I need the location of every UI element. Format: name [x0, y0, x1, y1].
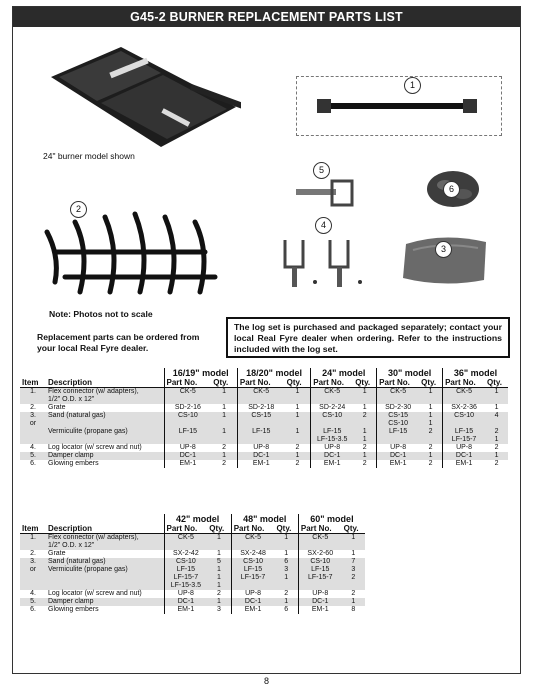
model-header: 42" model — [164, 514, 231, 524]
item-number: 2. — [30, 550, 36, 557]
col-item-header: Item — [20, 524, 46, 534]
table-row — [20, 388, 508, 405]
callout-3: 3 — [435, 241, 452, 258]
quantity: 1 — [419, 452, 442, 460]
header-spacer — [20, 514, 164, 524]
quantity: 3 — [217, 606, 221, 613]
col-qty-header: Qty. — [353, 378, 376, 388]
col-qty-header: Qty. — [285, 378, 311, 388]
col-qty-header: Qty. — [485, 378, 508, 388]
part-number: DC-1 — [231, 598, 274, 606]
quantity: 1 — [274, 598, 298, 606]
part-number: CS-10 LF-15 LF-15-3.5 — [311, 412, 353, 444]
quantity: 6 3 1 — [274, 558, 298, 590]
quantity: 2 — [217, 590, 221, 597]
item-description: Damper clamp — [46, 598, 164, 606]
quantity: 1 — [419, 388, 442, 405]
part-number: CK-5 — [164, 388, 211, 405]
col-qty-header: Qty. — [211, 378, 237, 388]
part-number: SX-2-36 — [443, 404, 485, 412]
part-number: CS-10 LF-15 LF-15-7 LF-15-3.5 — [164, 558, 207, 590]
quantity: 2 — [494, 444, 499, 451]
table-row — [20, 590, 365, 598]
item-description: Grate — [48, 550, 66, 557]
table-row — [20, 452, 508, 460]
quantity: 1 — [485, 452, 508, 460]
part-number: SD-2-18 — [237, 404, 284, 412]
quantity: 1 — [353, 452, 376, 460]
item-description: Flex connector (w/ adapters), 1/2" O.D. x 12" — [46, 534, 164, 551]
item-description: Sand (natural gas) Vermiculite (propane gas) — [46, 412, 164, 444]
part-number: CK-5 — [231, 534, 274, 551]
part-number: DC-1 — [164, 452, 211, 460]
item-description: Glowing embers — [48, 460, 99, 467]
part-number: EM-1 — [443, 460, 485, 468]
col-description-header: Description — [46, 524, 164, 534]
model-header: 60" model — [298, 514, 365, 524]
quantity: 1 — [342, 598, 365, 606]
col-item-header: Item — [20, 378, 46, 388]
part-number: UP-8 — [443, 444, 485, 452]
item-number: 6. — [30, 606, 36, 613]
burner-pan-illustration — [41, 37, 241, 157]
quantity: 2 — [494, 460, 499, 467]
item-number: 3. or — [20, 558, 46, 590]
part-number: CS-10 LF-15 LF-15-7 — [298, 558, 341, 590]
col-part-header: Part No. — [237, 378, 284, 388]
quantity: 1 — [342, 534, 365, 551]
part-number: SX-2-42 — [164, 550, 207, 558]
part-number: UP-8 — [231, 590, 274, 598]
quantity: 1 — [351, 550, 356, 557]
quantity: 1 — [485, 388, 508, 405]
quantity: 1 — [207, 598, 231, 606]
col-description-header: Description — [46, 378, 164, 388]
col-qty-header: Qty. — [342, 524, 365, 534]
part-number: CS-15 LF-15 — [237, 412, 284, 444]
part-number: UP-8 — [298, 590, 341, 598]
quantity: 1 1 — [211, 412, 237, 444]
quantity: 1 — [285, 388, 311, 405]
quantity: 1 — [217, 550, 221, 557]
model-header: 24" model — [311, 368, 377, 378]
quantity: 2 — [295, 444, 300, 451]
part-number: CK-5 — [237, 388, 284, 405]
part-number: EM-1 — [164, 606, 207, 614]
quantity: 1 — [222, 404, 226, 411]
part-number: UP-8 — [311, 444, 353, 452]
part-number: UP-8 — [164, 444, 211, 452]
table-row — [20, 598, 365, 606]
part-number: CK-5 — [298, 534, 341, 551]
model-header: 30" model — [377, 368, 443, 378]
part-number: DC-1 — [443, 452, 485, 460]
quantity: 1 — [362, 404, 367, 411]
quantity: 1 — [353, 388, 376, 405]
table-row — [20, 404, 508, 412]
item-number: 3. or — [20, 412, 46, 444]
part-number: CS-15 CS-10 LF-15 — [377, 412, 419, 444]
quantity: 6 — [284, 606, 289, 613]
quantity: 2 — [362, 444, 367, 451]
quantity: 1 — [295, 404, 300, 411]
parts-table-large-models — [20, 514, 365, 614]
col-part-header: Part No. — [443, 378, 485, 388]
quantity: 7 3 2 — [342, 558, 365, 590]
model-header: 16/19" model — [164, 368, 237, 378]
part-number: SD-2-24 — [311, 404, 353, 412]
part-number: DC-1 — [164, 598, 207, 606]
table-row — [20, 412, 508, 444]
page-frame — [12, 6, 521, 674]
col-qty-header: Qty. — [419, 378, 442, 388]
part-number: UP-8 — [164, 590, 207, 598]
note-replacement: Replacement parts can be ordered from your local Real Fyre dealer. — [37, 332, 200, 353]
quantity: 1 — [211, 388, 237, 405]
part-number: EM-1 — [298, 606, 341, 614]
part-number: DC-1 — [377, 452, 419, 460]
col-part-header: Part No. — [377, 378, 419, 388]
item-description: Flex connector (w/ adapters), 1/2" O.D. x 12" — [46, 388, 164, 405]
page-number: 8 — [263, 676, 269, 686]
callout-2: 2 — [70, 201, 87, 218]
quantity: 2 — [295, 460, 300, 467]
model-header: 36" model — [443, 368, 508, 378]
quantity: 2 — [222, 460, 226, 467]
part-number: CS-10 LF-15 — [164, 412, 211, 444]
part-number: SD-2-16 — [164, 404, 211, 412]
quantity: 1 — [428, 404, 433, 411]
item-number: 5. — [20, 452, 46, 460]
item-description: Grate — [48, 404, 66, 411]
callout-4: 4 — [315, 217, 332, 234]
table-row — [20, 550, 365, 558]
part-number: DC-1 — [298, 598, 341, 606]
header-spacer — [20, 368, 164, 378]
item-description: Sand (natural gas) Vermiculite (propane gas) — [46, 558, 164, 590]
grate-illustration — [35, 202, 225, 297]
table-row — [20, 460, 508, 468]
item-number: 5. — [20, 598, 46, 606]
part-number: CS-10 LF-15 LF-15-7 — [443, 412, 485, 444]
part-number: UP-8 — [377, 444, 419, 452]
item-number: 1. — [20, 534, 46, 551]
part-number: SX-2-48 — [231, 550, 274, 558]
burner-caption: 24" burner model shown — [43, 151, 135, 161]
part-number: UP-8 — [237, 444, 284, 452]
quantity: 1 — [211, 452, 237, 460]
quantity: 1 — [207, 534, 231, 551]
parts-table-small-models — [20, 368, 508, 468]
col-part-header: Part No. — [311, 378, 353, 388]
item-number: 2. — [30, 404, 36, 411]
part-number: SD-2-30 — [377, 404, 419, 412]
quantity: 1 — [274, 534, 298, 551]
log-set-info-box: The log set is purchased and packaged separately; contact your local Real Fyre dealer when ordering. Refer to the instructions included with the log set. — [226, 317, 510, 358]
quantity: 1 1 — [285, 412, 311, 444]
col-part-header: Part No. — [164, 378, 211, 388]
item-number: 6. — [30, 460, 36, 467]
item-description: Log locator (w/ screw and nut) — [48, 444, 142, 451]
model-header: 48" model — [231, 514, 298, 524]
part-number: DC-1 — [311, 452, 353, 460]
part-number: EM-1 — [377, 460, 419, 468]
table-row — [20, 444, 508, 452]
part-number: EM-1 — [164, 460, 211, 468]
item-description: Damper clamp — [46, 452, 164, 460]
quantity: 4 2 1 — [485, 412, 508, 444]
callout-6: 6 — [443, 181, 460, 198]
model-header: 18/20" model — [237, 368, 310, 378]
part-number: CK-5 — [164, 534, 207, 551]
quantity: 2 — [284, 590, 289, 597]
part-number: SX-2-60 — [298, 550, 341, 558]
quantity: 2 — [428, 460, 433, 467]
quantity: 2 — [428, 444, 433, 451]
item-number: 4. — [30, 444, 36, 451]
quantity: 1 — [284, 550, 289, 557]
part-number: CK-5 — [443, 388, 485, 405]
col-part-header: Part No. — [164, 524, 207, 534]
note-photos-scale: Note: Photos not to scale — [49, 309, 153, 319]
table-row — [20, 558, 365, 590]
part-number: EM-1 — [311, 460, 353, 468]
quantity: 2 — [362, 460, 367, 467]
quantity: 1 — [494, 404, 499, 411]
callout-1: 1 — [404, 77, 421, 94]
quantity: 5 1 1 1 — [207, 558, 231, 590]
part-number: DC-1 — [237, 452, 284, 460]
quantity: 1 — [285, 452, 311, 460]
table-row — [20, 606, 365, 614]
part-number: CK-5 — [311, 388, 353, 405]
quantity: 1 1 2 — [419, 412, 442, 444]
item-number: 1. — [20, 388, 46, 405]
col-qty-header: Qty. — [274, 524, 298, 534]
page-title: G45-2 BURNER REPLACEMENT PARTS LIST — [13, 7, 520, 27]
flex-connector-illustration — [303, 89, 498, 129]
part-number: CS-10 LF-15 LF-15-7 — [231, 558, 274, 590]
table-row — [20, 534, 365, 551]
quantity: 2 — [351, 590, 356, 597]
part-number: EM-1 — [231, 606, 274, 614]
part-number: CK-5 — [377, 388, 419, 405]
item-number: 4. — [30, 590, 36, 597]
part-number: EM-1 — [237, 460, 284, 468]
item-description: Log locator (w/ screw and nut) — [48, 590, 142, 597]
item-description: Glowing embers — [48, 606, 99, 613]
quantity: 2 1 1 — [353, 412, 376, 444]
quantity: 8 — [351, 606, 356, 613]
col-part-header: Part No. — [231, 524, 274, 534]
log-locator-illustration — [275, 232, 375, 292]
col-part-header: Part No. — [298, 524, 341, 534]
quantity: 2 — [222, 444, 226, 451]
callout-5: 5 — [313, 162, 330, 179]
damper-clamp-illustration — [288, 175, 358, 215]
col-qty-header: Qty. — [207, 524, 231, 534]
